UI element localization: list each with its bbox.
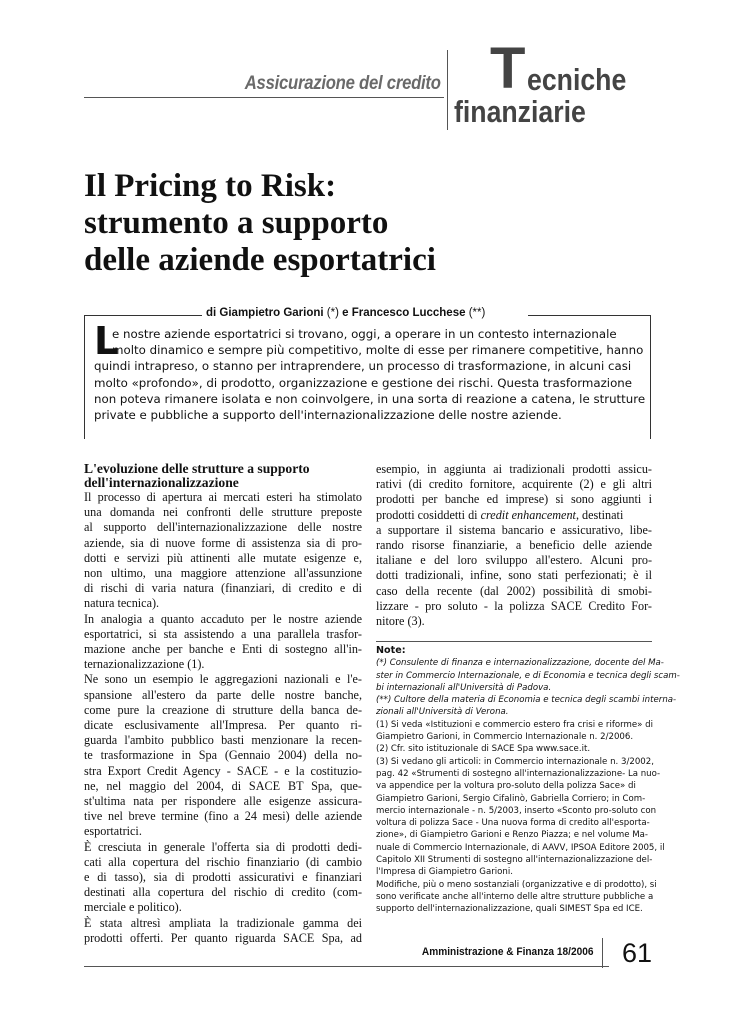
- body-line: stra Export Credit Agency - SACE - e la costituzio-: [84, 763, 362, 778]
- footnote-line: (2) Cfr. sito istituzionale di SACE Spa www.sace.it.: [376, 744, 591, 755]
- body-line: non ultimo, una maggiore attenzione all'assunzione: [84, 566, 362, 581]
- abstract-border-right: [650, 315, 651, 439]
- footnote-line: ster in Commercio Internazionale, e di Economia e tecnica degli scam-: [376, 670, 680, 681]
- footnote-line: (*) Consulente di finanza e internazionalizzazione, docente del Ma-: [376, 658, 664, 669]
- body-line: Il processo di apertura ai mercati esteri ha stimolato: [84, 490, 362, 504]
- body-line: prodotti offerti. Per quanto riguarda SACE Spa, ad: [84, 930, 362, 945]
- footnote-line: (1) Si veda «Istituzioni e commercio estero fra crisi e riforme» di: [376, 719, 653, 730]
- author-1: di Giampietro Garioni: [206, 307, 324, 319]
- section-heading-line: dell'internazionalizzazione: [84, 475, 239, 490]
- rubric-word-2: finanziarie: [454, 94, 586, 129]
- notes-rule: [376, 641, 652, 642]
- body-line: spansione all'estero da parte delle nostre banche,: [84, 687, 362, 702]
- abstract-line: molto dinamico e sempre più competitivo, molte di esse per rimanere competitive, hanno: [112, 343, 644, 358]
- body-right-column: [376, 462, 652, 629]
- body-line: esportatrici, si sta assistendo a una parallela trasfor-: [84, 626, 362, 641]
- abstract-line: quindi intrapreso, o stanno per intraprendere, un processo di trasformazione, in alcuni casi: [94, 359, 632, 374]
- body-line: te trasformazione in Spa (Gennaio 2004) della no-: [84, 748, 362, 763]
- body-line: In analogia a quanto accaduto per le nostre aziende: [84, 611, 362, 626]
- footnote-line: l'Impresa di Giampietro Garioni.: [376, 867, 513, 878]
- footnote-line: Capitolo XII Strumenti di sostegno all'internazionalizzazione del-: [376, 855, 653, 866]
- body-line: merciale e politico).: [84, 900, 182, 915]
- footnote-line: (**) Cultore della materia di Economia e tecnica degli scambi interna-: [376, 695, 677, 706]
- notes-heading: Note:: [376, 645, 406, 656]
- footnote-line: zionali all'Università di Verona.: [376, 707, 509, 718]
- body-line: al supporto dell'internazionalizzazione delle nostre: [84, 520, 362, 535]
- body-line: dotti tradizionali, infine, sono stati perfezionati; è il: [376, 568, 652, 583]
- body-line: a supportare il sistema bancario e assicurativo, libe-: [376, 522, 652, 537]
- header-divider: [447, 50, 448, 130]
- body-text: prodotti cosiddetti di: [376, 507, 478, 522]
- footer-rule: [84, 966, 609, 967]
- body-line: lizzare - pro soluto - la polizza SACE Credito For-: [376, 598, 652, 613]
- body-line: tive nel breve termine (fino a 24 mesi) delle aziende: [84, 809, 362, 824]
- footnote-line: (3) Si vedano gli articoli: in Commercio internazionale n. 3/2002,: [376, 756, 654, 767]
- footnote-line: va appendice per la voltura pro-soluto della polizza Sace» di: [376, 781, 636, 792]
- body-line: È cresciuta in generale l'offerta sia di prodotti dedi-: [84, 839, 362, 854]
- authors-line: [206, 307, 485, 319]
- body-line: cati alla copertura del rischio finanziario (di cambio: [84, 854, 362, 869]
- body-line: Ne sono un esempio le aggregazioni nazionali e l'e-: [84, 672, 362, 687]
- left-paragraphs: [84, 490, 362, 946]
- section-heading-line: L'evoluzione delle strutture a supporto: [84, 461, 310, 476]
- body-line: ne, nel maggio del 2004, di SACE BT Spa, que-: [84, 778, 362, 793]
- body-line: una domanda nei confronti delle strutture preposte: [84, 505, 362, 520]
- section-label: Assicurazione del credito: [245, 73, 441, 94]
- body-line: dotti e servizi più attinenti alle mutate esigenze e,: [84, 550, 362, 565]
- footnote-line: zione», di Giampietro Garioni e Renzo Piazza; e nel volume Ma-: [376, 830, 648, 841]
- journal-issue: Amministrazione & Finanza 18/2006: [421, 946, 593, 958]
- title-line: strumento a supporto: [84, 205, 389, 241]
- footnote-line: Giampietro Garioni, in Commercio Internazionale n. 2/2006.: [376, 732, 634, 743]
- author-2-mark: (**): [468, 307, 486, 319]
- page-number: 61: [622, 938, 653, 968]
- body-line: guarda l'ambito pubblico basti menzionare la recen-: [84, 733, 362, 748]
- footnote-line: nuale di Commercio Internazionale, di AAVV, IPSOA Editore 2005, il: [376, 842, 665, 853]
- footer-divider: [602, 938, 603, 968]
- body-line: rativi (di credito fornitore, acquirente (2) e gli altri: [376, 477, 652, 492]
- body-left-column: [84, 462, 362, 946]
- abstract-line: e nostre aziende esportatrici si trovano, oggi, a operare in un contesto internazionale: [112, 327, 617, 341]
- authors-rule-right: [528, 315, 650, 316]
- footnote-line: supporto dell'internazionalizzazione, quali SIMEST Spa ed ICE.: [376, 904, 643, 915]
- body-text: , destinati: [575, 507, 624, 522]
- footnote-line: pag. 42 «Strumenti di sostegno all'internazionalizzazione- La nuo-: [376, 768, 661, 779]
- body-line: esempio, in aggiunta ai tradizionali prodotti assicu-: [376, 462, 652, 476]
- title-line: delle aziende esportatrici: [84, 242, 436, 278]
- body-line: prodotti per banche ed imprese) si sono aggiunti i: [376, 492, 652, 507]
- rubric-word-1: ecniche: [527, 62, 627, 97]
- abstract-line: private e pubbliche a supporto dell'internazionalizzazione delle nostre aziende.: [94, 408, 562, 423]
- abstract-border-left: [84, 315, 85, 439]
- abstract-line: non poteva rimanere isolata e non coinvolgere, in una sorta di reazione a catena, le strutture: [94, 391, 646, 406]
- body-line: italiane e del loro sviluppo all'estero. Alcuni pro-: [376, 553, 652, 568]
- body-line: rando risorse finanziarie, a beneficio delle aziende: [376, 538, 652, 553]
- body-line: esportatrici.: [84, 824, 142, 839]
- title-line: Il Pricing to Risk:: [84, 168, 337, 204]
- author-2: e Francesco Lucchese: [342, 307, 466, 319]
- footnote-line: sono verificate anche all'interno delle altre strutture pubbliche a: [376, 891, 654, 902]
- body-line: mazione anche per banche e Enti di sostegno all'in-: [84, 642, 362, 657]
- body-line: st'ultima nata per rispondere alle esigenze assicura-: [84, 794, 362, 809]
- footnotes: [376, 645, 680, 916]
- body-line: aziende, sia di nuove forme di assistenza sia di pro-: [84, 535, 362, 550]
- body-line: natura tecnica).: [84, 596, 160, 611]
- abstract: [94, 326, 646, 423]
- abstract-dropcap: L: [94, 319, 119, 363]
- body-line: come pure la creazione di strutture della banca de-: [84, 702, 362, 717]
- section-heading: [84, 462, 362, 490]
- author-1-mark: (*): [326, 307, 339, 319]
- body-line: [376, 508, 652, 523]
- footnote-lines: [376, 657, 680, 915]
- footnote-line: voltura di polizza Sace - Una nuova forma di credito all'esporta-: [376, 818, 650, 829]
- authors-rule-left: [84, 315, 202, 316]
- footnote-line: Giampietro Garioni, Sergio Cifalinò, Gabriella Corriero; in Com-: [376, 793, 646, 804]
- body-line: destinati alla copertura del rischio di credito (com-: [84, 885, 362, 900]
- body-line: dicate esclusivamente all'Impresa. Per quanto ri-: [84, 718, 362, 733]
- footnote-line: bi internazionali all'Università di Padova.: [376, 682, 552, 693]
- body-line: nitore (3).: [376, 614, 425, 629]
- body-line: e di tasso), sia di prodotti assicurativi e finanziari: [84, 870, 362, 885]
- body-line: di rischi di varia natura (finanziari, di credito e di: [84, 581, 362, 596]
- body-line: caso della recente (dal 2002) possibilità di smobi-: [376, 583, 652, 598]
- rubric-initial: T: [490, 36, 526, 101]
- header-rule: [84, 97, 444, 98]
- footnote-line: Modifiche, più o meno sostanziali (organizzative e di prodotto), si: [376, 879, 657, 890]
- body-emphasis: credit enhancement: [480, 507, 576, 522]
- body-line: È stata altresì ampliata la tradizionale gamma dei: [84, 915, 362, 930]
- body-line: ternazionalizzazione (1).: [84, 657, 205, 672]
- article-title: [84, 168, 664, 279]
- abstract-line: molto «profondo», di prodotto, organizzazione e gestione dei rischi. Questa trasformazione: [94, 375, 633, 390]
- footnote-line: mercio internazionale - n. 5/2003, inserto «Sconto pro-soluto con: [376, 805, 657, 816]
